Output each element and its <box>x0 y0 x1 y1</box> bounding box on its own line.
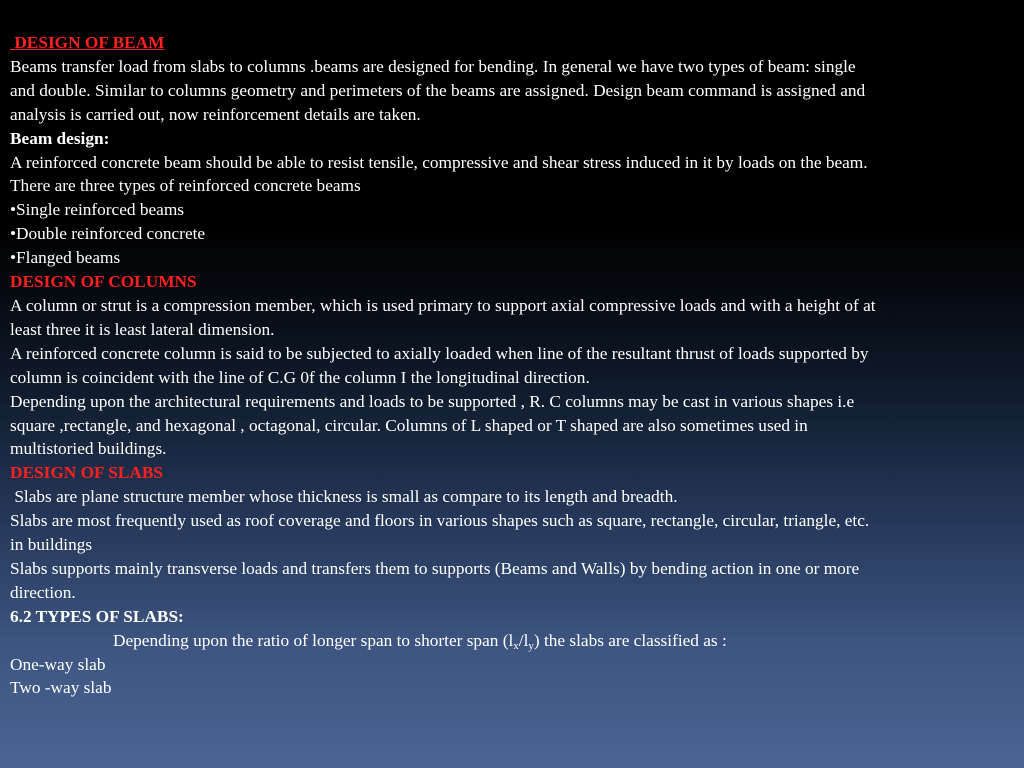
columns-line: A reinforced concrete column is said to be subjected to axially loaded when line of the resultant thrust of loads supported by <box>10 343 869 363</box>
beam-intro-line-1: Beams transfer load from slabs to columns .beams are designed for bending. In general we have two types of beam: single <box>10 56 856 76</box>
slide-content <box>10 31 1016 700</box>
slab-type-item: Two -way slab <box>10 678 112 698</box>
beam-body-line-1: A reinforced concrete beam should be able to resist tensile, compressive and shear stress induced in it by loads on the beam. <box>10 152 868 172</box>
columns-line: least three it is least lateral dimension. <box>10 319 275 339</box>
heading-design-of-columns: DESIGN OF COLUMNS <box>10 272 197 292</box>
beam-intro-line-2: and double. Similar to columns geometry and perimeters of the beams are assigned. Design beam command is assigned and <box>10 80 866 100</box>
beam-intro-line-3: analysis is carried out, now reinforcement details are taken. <box>10 104 421 124</box>
slabs-line: Slabs are most frequently used as roof coverage and floors in various shapes such as square, rectangle, circular, triangle, etc. <box>10 511 870 531</box>
columns-line: square ,rectangle, and hexagonal , octagonal, circular. Columns of L shaped or T shaped are also sometimes used in <box>10 415 808 435</box>
beam-body-line-2: There are three types of reinforced concrete beams <box>10 176 361 196</box>
beam-type-item: •Double reinforced concrete <box>10 224 206 244</box>
slab-ratio-text: Depending upon the ratio of longer span to shorter span $(l_x/l_y)$ the slabs are classified as : <box>113 630 727 652</box>
heading-beam-design: Beam design: <box>10 128 110 148</box>
slab-type-item: One-way slab <box>10 654 106 674</box>
slabs-line: in buildings <box>10 535 93 555</box>
slabs-line: Slabs supports mainly transverse loads and transfers them to supports (Beams and Walls) by bending action in one or more <box>10 558 860 578</box>
heading-design-of-beam: DESIGN OF BEAM <box>14 33 165 52</box>
columns-line: A column or strut is a compression member, which is used primary to support axial compressive loads and with a height of at <box>10 295 876 315</box>
heading-types-of-slabs: 6.2 TYPES OF SLABS: <box>10 606 184 626</box>
slabs-line: direction. <box>10 582 76 602</box>
columns-line: multistoried buildings. <box>10 439 167 459</box>
heading-design-of-slabs: DESIGN OF SLABS <box>10 463 164 483</box>
beam-type-item: •Single reinforced beams <box>10 200 185 220</box>
columns-line: Depending upon the architectural requirements and loads to be supported , R. C columns may be cast in various shapes i.e <box>10 391 855 411</box>
beam-type-item: •Flanged beams <box>10 248 121 268</box>
columns-line: column is coincident with the line of C.G 0f the column I the longitudinal direction. <box>10 367 590 387</box>
slabs-line: Slabs are plane structure member whose thickness is small as compare to its length and breadth. <box>10 487 678 507</box>
